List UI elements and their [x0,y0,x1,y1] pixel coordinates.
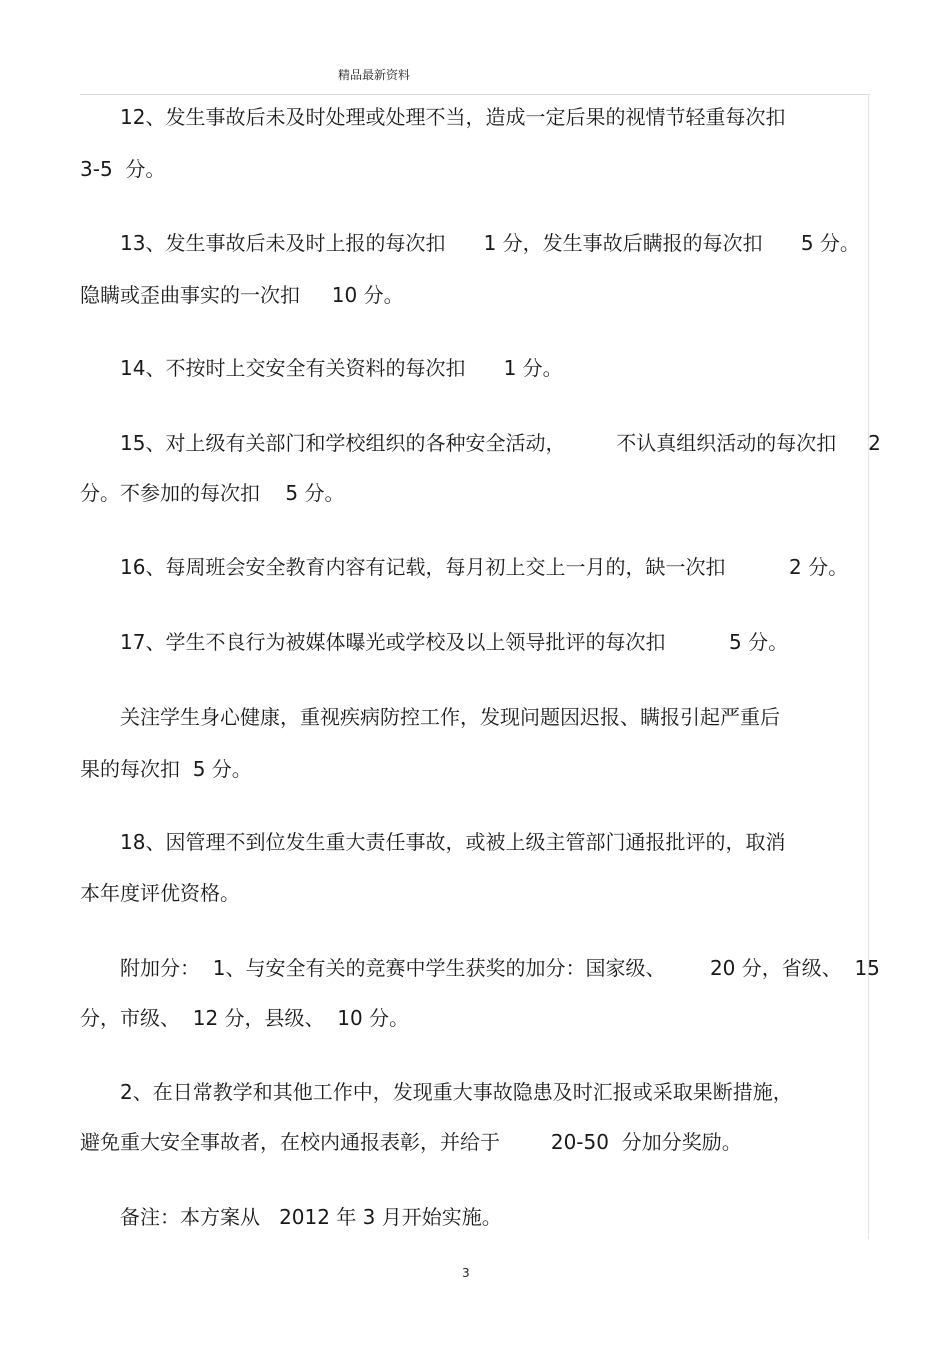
note-line: 备注：本方案从 2012 年 3 月开始实施。 [120,1205,502,1229]
item-14-line-1: 14、不按时上交安全有关资料的每次扣 1 分。 [120,356,563,380]
item-17b-line-1: 关注学生身心健康，重视疾病防控工作，发现问题因迟报、瞒报引起严重后 [120,705,780,729]
item-18-line-2: 本年度评优资格。 [80,881,240,905]
item-18-line-1: 18、因管理不到位发生重大责任事故，或被上级主管部门通报批评的，取消 [120,830,786,854]
bonus-1-line-1: 附加分： 1、与安全有关的竞赛中学生获奖的加分：国家级、 20 分，省级、 15 [120,956,880,980]
page-number: 3 [462,1266,470,1280]
bonus-1-line-2: 分，市级、 12 分，县级、 10 分。 [80,1006,410,1030]
bonus-2-line-1: 2、在日常教学和其他工作中，发现重大事故隐患及时汇报或采取果断措施， [120,1080,793,1104]
item-17-line-1: 17、学生不良行为被媒体曝光或学校及以上领导批评的每次扣 5 分。 [120,630,789,654]
item-13-line-1: 13、发生事故后未及时上报的每次扣 1 分，发生事故后瞒报的每次扣 5 分。 [120,231,860,255]
item-15-line-1: 15、对上级有关部门和学校组织的各种安全活动， 不认真组织活动的每次扣 2 [120,431,881,455]
item-12-line-2: 3-5 分。 [80,157,166,181]
page-header: 精品最新资料 [338,68,411,82]
item-12-line-1: 12、发生事故后未及时处理或处理不当，造成一定后果的视情节轻重每次扣 [120,105,786,129]
item-17b-line-2: 果的每次扣 5 分。 [80,757,252,781]
item-16-line-1: 16、每周班会安全教育内容有记载，每月初上交上一月的，缺一次扣 2 分。 [120,555,849,579]
right-margin-line [868,94,869,1239]
bonus-2-line-2: 避免重大安全事故者，在校内通报表彰，并给于 20-50 分加分奖励。 [80,1130,742,1154]
item-13-line-2: 隐瞒或歪曲事实的一次扣 10 分。 [80,283,404,307]
item-15-line-2: 分。不参加的每次扣 5 分。 [80,481,345,505]
header-divider [80,94,870,95]
